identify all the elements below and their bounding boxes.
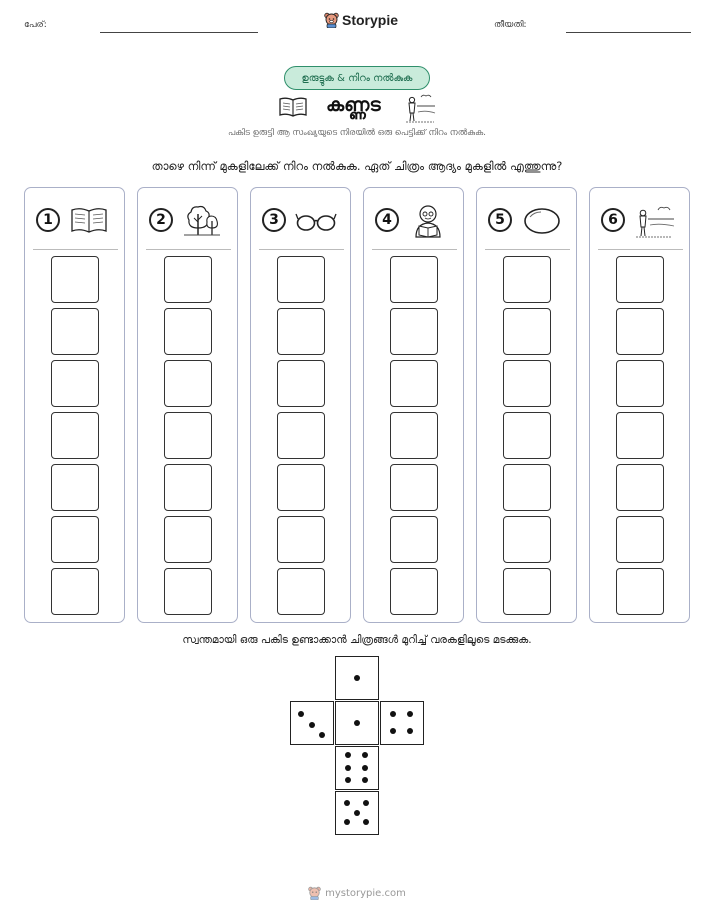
color-box[interactable] <box>616 412 664 459</box>
color-box[interactable] <box>164 256 212 303</box>
column-2 <box>137 187 238 623</box>
die-pip <box>319 732 325 738</box>
die-face-bottom <box>335 791 379 835</box>
color-box[interactable] <box>390 464 438 511</box>
die-face-top <box>335 656 379 700</box>
die-pip <box>362 765 368 771</box>
color-box[interactable] <box>51 256 99 303</box>
color-box[interactable] <box>164 568 212 615</box>
color-box[interactable] <box>277 568 325 615</box>
die-pip <box>362 777 368 783</box>
column-number: 4 <box>375 208 399 232</box>
column-1 <box>24 187 125 623</box>
color-box[interactable] <box>51 412 99 459</box>
column-header <box>33 204 118 238</box>
column-5 <box>476 187 577 623</box>
color-box[interactable] <box>51 516 99 563</box>
die-pip <box>407 711 413 717</box>
column-4 <box>363 187 464 623</box>
color-box[interactable] <box>51 464 99 511</box>
trees-icon <box>182 204 222 236</box>
bear-mascot-icon <box>308 886 321 900</box>
color-box[interactable] <box>503 256 551 303</box>
die-pip <box>407 728 413 734</box>
color-box[interactable] <box>277 464 325 511</box>
color-box[interactable] <box>277 516 325 563</box>
die-pip <box>390 711 396 717</box>
column-number: 3 <box>262 208 286 232</box>
die-pip <box>298 711 304 717</box>
die-pip <box>362 752 368 758</box>
color-box[interactable] <box>277 360 325 407</box>
color-box[interactable] <box>616 568 664 615</box>
column-6 <box>589 187 690 623</box>
worksheet-title: കണ്ണട <box>326 94 381 116</box>
color-box[interactable] <box>390 256 438 303</box>
die-face-center <box>335 701 379 745</box>
column-header <box>146 204 231 238</box>
column-header <box>372 204 457 238</box>
die-pip <box>363 819 369 825</box>
color-box[interactable] <box>616 256 664 303</box>
date-label: തീയതി: <box>494 20 527 30</box>
bear-mascot-icon <box>324 12 339 28</box>
die-face-right <box>380 701 424 745</box>
color-box[interactable] <box>503 308 551 355</box>
color-box[interactable] <box>277 308 325 355</box>
color-box[interactable] <box>390 360 438 407</box>
color-box[interactable] <box>616 360 664 407</box>
person-at-sea-icon <box>404 92 436 124</box>
open-book-icon <box>278 96 308 118</box>
die-pip <box>354 675 360 681</box>
die-net <box>290 656 424 836</box>
color-box[interactable] <box>164 308 212 355</box>
color-box[interactable] <box>616 464 664 511</box>
person-at-sea-icon <box>634 204 674 238</box>
title-row <box>278 92 438 124</box>
color-box[interactable] <box>51 308 99 355</box>
die-face-left <box>290 701 334 745</box>
lens-icon <box>521 204 563 236</box>
logo-text: Storypie <box>342 12 399 28</box>
column-header <box>598 204 683 238</box>
column-divider <box>485 249 570 250</box>
reading-grandma-icon <box>408 204 448 238</box>
color-box[interactable] <box>503 516 551 563</box>
color-box[interactable] <box>616 516 664 563</box>
column-3 <box>250 187 351 623</box>
color-box[interactable] <box>51 360 99 407</box>
color-box[interactable] <box>164 412 212 459</box>
open-book-icon <box>69 204 109 236</box>
fold-instruction: സ്വന്തമായി ഒരു പകിട ഉണ്ടാക്കാൻ ചിത്രങ്ങൾ മുറിച്ച് വരകളിലൂടെ മടക്കുക. <box>182 634 532 646</box>
color-box[interactable] <box>503 464 551 511</box>
color-box[interactable] <box>390 412 438 459</box>
column-header <box>485 204 570 238</box>
footer <box>0 886 714 900</box>
glasses-icon <box>295 204 337 236</box>
color-box[interactable] <box>164 516 212 563</box>
color-box[interactable] <box>51 568 99 615</box>
column-divider <box>33 249 118 250</box>
column-divider <box>372 249 457 250</box>
column-number: 2 <box>149 208 173 232</box>
color-box[interactable] <box>277 256 325 303</box>
die-pip <box>354 720 360 726</box>
color-box[interactable] <box>616 308 664 355</box>
column-number: 5 <box>488 208 512 232</box>
die-pip <box>390 728 396 734</box>
column-divider <box>598 249 683 250</box>
column-divider <box>259 249 344 250</box>
color-box[interactable] <box>390 516 438 563</box>
column-number: 6 <box>601 208 625 232</box>
color-box[interactable] <box>390 308 438 355</box>
die-pip <box>363 800 369 806</box>
activity-badge: ഉരുട്ടുക & നിറം നൽകുക <box>284 66 430 90</box>
die-pip <box>309 722 315 728</box>
footer-url: mystorypie.com <box>325 887 406 899</box>
die-pip <box>354 810 360 816</box>
name-field-line[interactable] <box>100 32 258 33</box>
color-box[interactable] <box>503 412 551 459</box>
color-box[interactable] <box>164 360 212 407</box>
die-pip <box>344 800 350 806</box>
main-instruction: താഴെ നിന്ന് മുകളിലേക്ക് നിറം നൽകുക. ഏത് ചിത്രം ആദ്യം മുകളിൽ എത്തുന്നു? <box>151 159 563 173</box>
worksheet-subtitle: പകിട ഉരുട്ടി ആ സംഖ്യയുടെ നിരയിൽ ഒരു പെട്ടിക്ക് നിറം നൽകുക. <box>228 128 486 138</box>
die-pip <box>345 765 351 771</box>
date-field-line[interactable] <box>566 32 691 33</box>
column-divider <box>146 249 231 250</box>
die-pip <box>345 752 351 758</box>
column-header <box>259 204 344 238</box>
color-box[interactable] <box>503 568 551 615</box>
die-face-lower <box>335 746 379 790</box>
color-box[interactable] <box>164 464 212 511</box>
column-number: 1 <box>36 208 60 232</box>
name-label: പേര്: <box>24 20 47 30</box>
color-box[interactable] <box>277 412 325 459</box>
worksheet-header <box>0 0 714 50</box>
color-box[interactable] <box>503 360 551 407</box>
die-pip <box>345 777 351 783</box>
color-box[interactable] <box>390 568 438 615</box>
storypie-logo <box>324 12 398 28</box>
die-pip <box>344 819 350 825</box>
